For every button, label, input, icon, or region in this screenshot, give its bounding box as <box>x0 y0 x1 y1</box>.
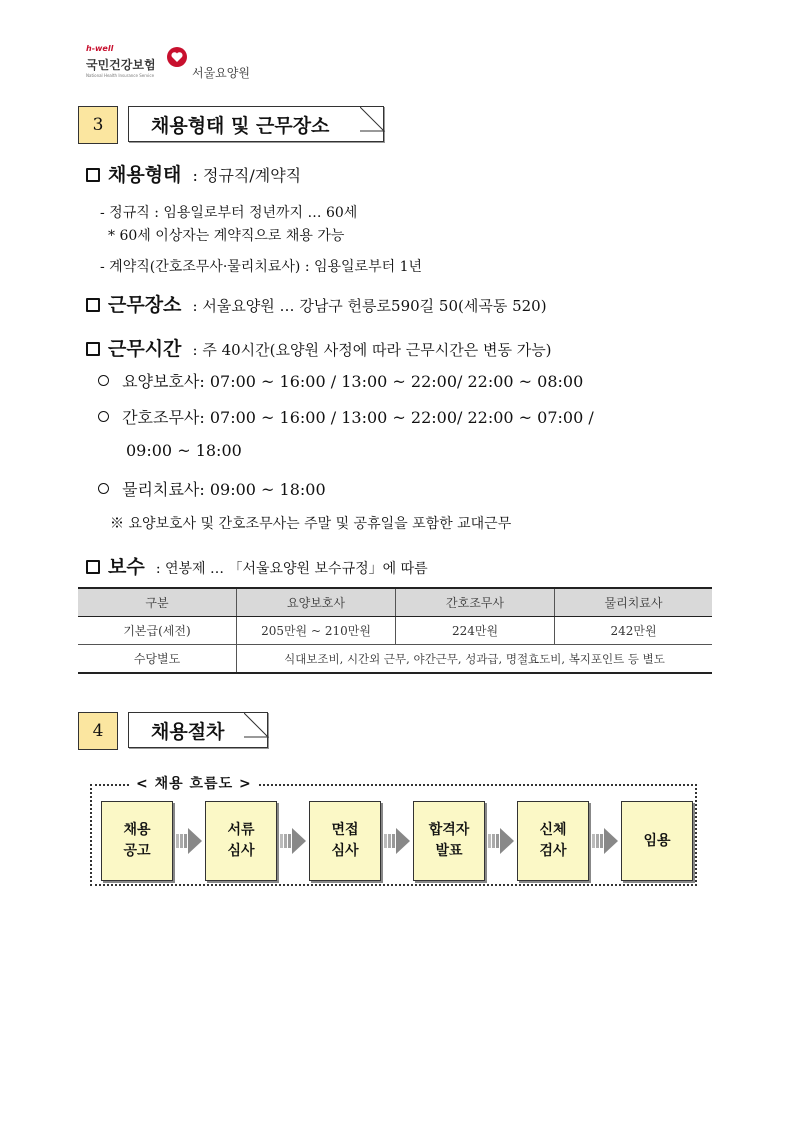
employment-heading-line <box>86 160 301 187</box>
checkbox-icon <box>86 560 100 574</box>
logo-tagline: h-well <box>86 44 114 53</box>
table-row <box>78 645 712 674</box>
employment-value: : 정규직/계약직 <box>192 166 302 185</box>
arrow-right-icon <box>592 826 618 856</box>
pay-table <box>78 587 712 674</box>
hours-value: : 주 40시간(요양원 사정에 따라 근무시간은 변동 가능) <box>192 341 552 359</box>
flow-step: 합격자 발표 <box>413 801 485 881</box>
flow-step: 채용 공고 <box>101 801 173 881</box>
circle-bullet-icon <box>98 411 109 422</box>
arrow-right-icon <box>384 826 410 856</box>
flow-step: 신체 검사 <box>517 801 589 881</box>
location-value: : 서울요양원 … 강남구 헌릉로590길 50(세곡동 520) <box>192 297 547 315</box>
hours-item-continuation: 09:00 ~ 18:00 <box>126 441 242 460</box>
circle-bullet-icon <box>98 483 109 494</box>
table-row <box>78 617 712 645</box>
flow-step: 면접 심사 <box>309 801 381 881</box>
hours-item <box>98 369 583 392</box>
logo-org: 서울요양원 <box>192 66 250 80</box>
table-header-row <box>78 588 712 617</box>
corner-fold-icon <box>360 106 386 132</box>
hours-item-text: 간호조무사: 07:00 ~ 16:00 / 13:00 ~ 22:00/ 22:00 ~ 07:00 / <box>122 408 594 427</box>
table-cell: 식대보조비, 시간외 근무, 야간근무, 성과급, 명절효도비, 복지포인트 등 별도 <box>237 645 713 674</box>
logo <box>86 44 286 88</box>
arrow-right-icon <box>280 826 306 856</box>
hours-note: ※ 요양보호사 및 간호조무사는 주말 및 공휴일을 포함한 교대근무 <box>110 516 512 532</box>
arrow-right-icon <box>488 826 514 856</box>
table-header: 구분 <box>78 588 237 617</box>
flow-step: 서류 심사 <box>205 801 277 881</box>
employment-item: - 정규직 : 임용일로부터 정년까지 … 60세 <box>100 205 358 221</box>
hours-item <box>98 405 594 428</box>
table-cell: 224만원 <box>396 617 555 645</box>
hours-item <box>98 477 326 500</box>
checkbox-icon <box>86 168 100 182</box>
employment-item: - 계약직(간호조무사·물리치료사) : 임용일로부터 1년 <box>100 259 423 275</box>
section-number: 4 <box>78 712 118 750</box>
hours-item-text: 물리치료사: 09:00 ~ 18:00 <box>122 480 326 499</box>
checkbox-icon <box>86 298 100 312</box>
section-number: 3 <box>78 106 118 144</box>
table-cell: 수당별도 <box>78 645 237 674</box>
location-heading: 근무장소 <box>108 294 182 316</box>
hours-line <box>86 334 552 361</box>
pay-value: : 연봉제 … 「서울요양원 보수규정」에 따름 <box>155 561 428 577</box>
table-header: 간호조무사 <box>396 588 555 617</box>
checkbox-icon <box>86 342 100 356</box>
pay-line <box>86 552 428 579</box>
pay-heading: 보수 <box>108 556 145 578</box>
table-cell: 기본급(세전) <box>78 617 237 645</box>
location-line <box>86 290 547 317</box>
arrow-right-icon <box>176 826 202 856</box>
heart-icon <box>166 46 188 68</box>
flow-step: 임용 <box>621 801 693 881</box>
employment-note: * 60세 이상자는 계약직으로 채용 가능 <box>108 228 345 244</box>
employment-heading: 채용형태 <box>108 164 182 186</box>
table-cell: 205만원 ~ 210만원 <box>237 617 396 645</box>
circle-bullet-icon <box>98 375 109 386</box>
section-title: 채용형태 및 근무장소 <box>128 106 384 142</box>
table-header: 물리치료사 <box>555 588 713 617</box>
hours-heading: 근무시간 <box>108 338 182 360</box>
logo-name: 국민건강보험 <box>86 58 156 72</box>
table-header: 요양보호사 <box>237 588 396 617</box>
section-title: 채용절차 <box>128 712 268 748</box>
hours-item-text: 요양보호사: 07:00 ~ 16:00 / 13:00 ~ 22:00/ 22:00 ~ 08:00 <box>122 372 584 391</box>
logo-sub: National Health Insurance Service <box>86 73 155 78</box>
corner-fold-icon <box>244 712 270 738</box>
flow-title: < 채용 흐름도 > <box>130 773 258 793</box>
table-cell: 242만원 <box>555 617 713 645</box>
